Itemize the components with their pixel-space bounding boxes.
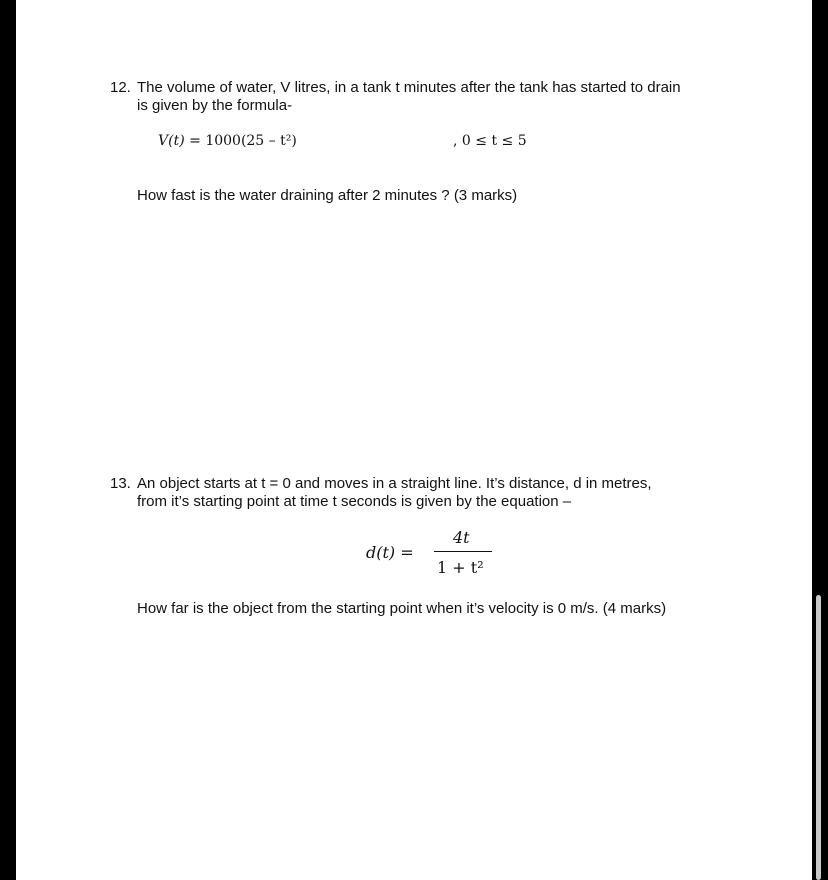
question-12-prompt: How fast is the water draining after 2 minutes ? (3 marks) (137, 187, 518, 204)
fraction-bar (434, 551, 492, 552)
vertical-scrollbar[interactable] (816, 595, 821, 880)
question-12-formula (158, 133, 297, 149)
fraction-numerator: 4t (453, 528, 470, 547)
formula-equals: = (189, 133, 201, 149)
fraction-denominator: 1 + t² (437, 558, 484, 577)
question-13-prompt: How far is the object from the starting point when it’s velocity is 0 m/s. (4 marks) (137, 600, 667, 617)
question-12-line-1: The volume of water, V litres, in a tank t minutes after the tank has started to drain (137, 79, 681, 96)
question-12-line-2: is given by the formula- (137, 97, 293, 114)
formula-lhs: V(t) (158, 133, 185, 149)
question-13-line-2: from it’s starting point at time t seconds is given by the equation – (137, 493, 572, 510)
question-12-number: 12. (110, 79, 131, 96)
document-page (16, 0, 812, 880)
question-13-formula-lhs: d(t) = (366, 543, 414, 562)
formula-rhs: 1000(25 – t²) (205, 133, 297, 149)
question-12-domain: , 0 ≤ t ≤ 5 (453, 133, 527, 149)
question-13-line-1: An object starts at t = 0 and moves in a straight line. It’s distance, d in metres, (137, 475, 652, 492)
question-13-number: 13. (110, 475, 131, 492)
